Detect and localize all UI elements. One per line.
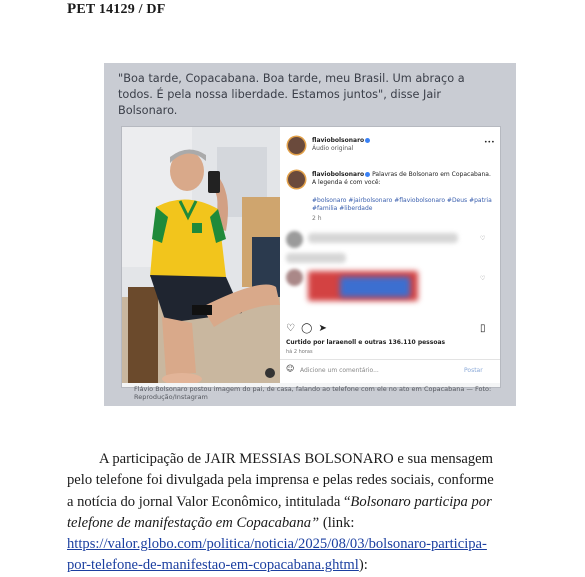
heart-icon[interactable]: ♡ [480,235,486,242]
body-line-4 [67,513,536,534]
bookmark-icon[interactable]: ▯ [480,323,486,334]
article-title-word: telefone [67,514,114,531]
photo-credit-caption: Flávio Bolsonaro postou imagem do pai, de casa, falando ao telefone com ele no ato em Copacabana — Foto: Reprodução/Instagram [134,385,492,401]
heart-icon[interactable]: ♡ [480,275,486,282]
body-paragraph [67,449,536,577]
article-title-word: de [116,514,131,531]
comment-icon[interactable]: ◯ [301,323,313,334]
header-lead-char: P [67,1,77,17]
comment-avatar [286,269,303,286]
instagram-post [280,127,500,383]
like-icon[interactable]: ♡ [286,323,295,334]
article-title-word: Copacabana” [236,514,320,531]
caption-text: Palavras de Bolsonaro em Copacabana. A legenda é com você: [312,171,491,186]
ig-caption [312,171,492,187]
link-label: (link: [322,514,355,531]
body-line-6 [67,555,536,576]
blurred-image [340,277,410,297]
body-line-2: pelo telefone foi divulgada pela imprensa e pelas redes sociais, conforme [67,472,494,489]
blurred-comment [308,233,458,243]
verified-badge-icon [365,138,370,143]
man-on-phone-illustration [122,127,280,383]
phone-screenshot [122,127,500,387]
caption-avatar [288,171,305,188]
ig-posted-time: há 2 horas [286,349,313,355]
header-case-number: ET 14129 / DF [76,2,166,17]
more-options-icon[interactable]: ••• [484,139,495,146]
article-title-word: manifestação [134,514,213,531]
ig-username-text[interactable]: flaviobolsonaro [312,137,365,144]
ig-post-time: 2 h [312,215,322,222]
article-title-word: em [215,514,233,531]
body-line-5 [67,534,536,555]
share-icon[interactable]: ➤ [318,323,327,334]
body-line-3 [67,492,536,513]
caption-verified-icon [365,172,370,177]
embedded-photo [104,63,516,406]
link-close: ): [358,557,368,574]
document-header [67,1,165,18]
comment-avatar [286,231,303,248]
article-link-continued[interactable]: por-telefone-de-manifestao-em-copacabana.ghtml [67,557,359,574]
avatar[interactable] [288,137,305,154]
caption-username[interactable]: flaviobolsonaro [312,171,365,178]
emoji-icon[interactable]: ☺ [286,364,295,373]
body-line-1: A participação de JAIR MESSIAS BOLSONARO e sua mensagem [99,451,493,467]
blurred-comment [286,253,346,263]
man-on-phone-photo [122,127,280,383]
divider [280,359,500,360]
ig-audio-label[interactable]: Áudio original [312,145,354,152]
ig-username[interactable] [312,137,370,145]
article-title-part-1: Bolsonaro participa por [350,493,492,510]
article-link[interactable]: https://valor.globo.com/politica/noticia/2025/08/03/bolsonaro-participa- [67,536,487,553]
photo-quote-caption: "Boa tarde, Copacabana. Boa tarde, meu Brasil. Um abraço a todos. É pela nossa liberdade. Estamos juntos", disse Jair Bolsonaro. [118,72,465,117]
post-comment-button[interactable]: Postar [464,367,483,374]
comment-input[interactable]: Adicione um comentário... [300,367,379,374]
ig-hashtags[interactable]: #bolsonaro #jairbolsonaro #flaviobolsonaro #Deus #patria #familia #liberdade [312,197,492,212]
ig-likes[interactable]: Curtido por laraenoll e outras 136.110 pessoas [286,339,446,346]
ig-action-bar [286,323,327,334]
body-line-3-text: a notícia do jornal Valor Econômico, intitulada “ [67,493,351,510]
